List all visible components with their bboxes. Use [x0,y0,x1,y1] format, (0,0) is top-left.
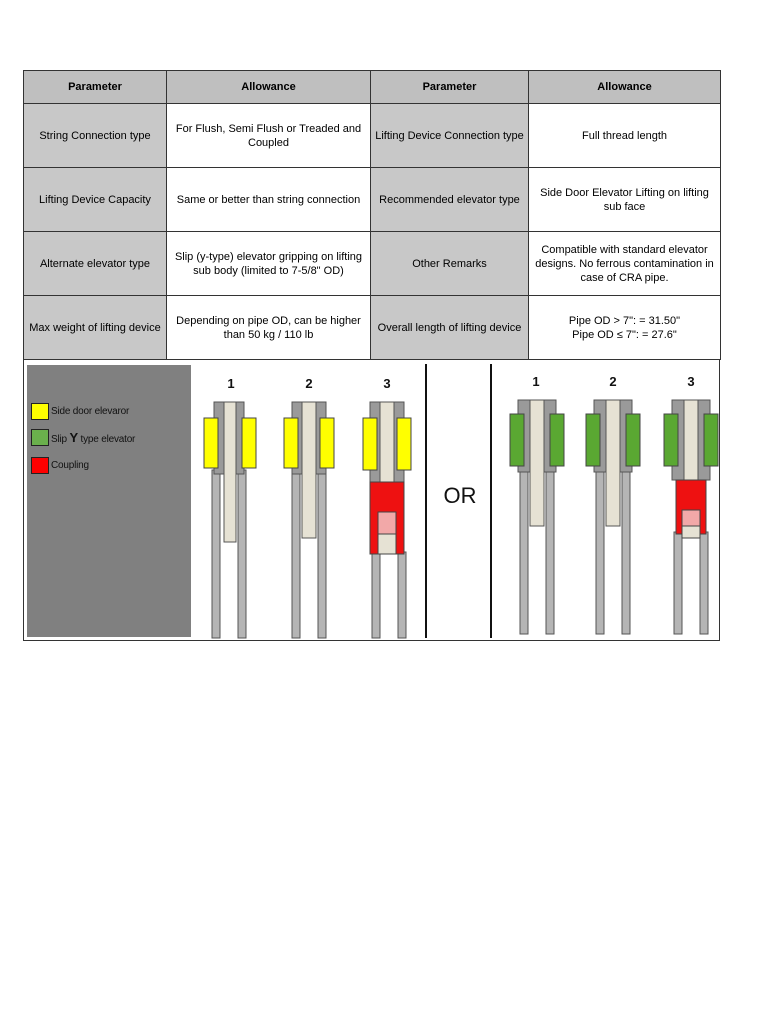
allowance-cell: Compatible with standard elevator designs. No ferrous contamination in case of CRA pipe. [529,232,721,296]
header-parameter-2: Parameter [371,71,529,104]
allowance-cell: For Flush, Semi Flush or Treaded and Coupled [167,104,371,168]
allowance-cell [529,296,721,360]
slip-device-1 [510,400,564,634]
length-line-large-od: Pipe OD > 7": = 31.50" [568,314,681,327]
allowance-cell: Depending on pipe OD, can be higher than 50 kg / 110 lb [167,296,371,360]
allowance-cell: Same or better than string connection [167,168,371,232]
legend-item-coupling [31,455,89,475]
left-number-1: 1 [227,376,235,391]
parameters-table [23,70,721,360]
legend-label: Slip Y type elevator [51,429,136,445]
param-cell: Other Remarks [371,232,529,296]
right-number-1: 1 [532,374,540,389]
table-row [24,104,721,168]
header-allowance-1: Allowance [167,71,371,104]
elevator-figure [192,362,721,642]
left-number-3: 3 [383,376,391,391]
side-door-device-2 [284,402,334,638]
table-header-row [24,71,721,104]
legend-item-slip-y [31,427,135,447]
header-allowance-2: Allowance [529,71,721,104]
param-cell: Max weight of lifting device [24,296,167,360]
slip-device-2 [586,400,640,634]
param-cell: Lifting Device Capacity [24,168,167,232]
allowance-cell: Side Door Elevator Lifting on lifting sub face [529,168,721,232]
param-cell: Lifting Device Connection type [371,104,529,168]
right-number-2: 2 [609,374,617,389]
legend-label: Side door elevaror [51,405,130,417]
elevator-diagram [24,362,721,642]
yellow-swatch [31,403,49,420]
length-line-small-od: Pipe OD ≤ 7": = 27.6" [572,328,677,341]
red-swatch [31,457,49,474]
green-swatch [31,429,49,446]
side-door-device-1 [204,402,256,638]
table-row [24,168,721,232]
table-row [24,232,721,296]
side-door-device-3 [363,402,411,638]
table-row [24,296,721,360]
param-cell: Alternate elevator type [24,232,167,296]
allowance-cell: Slip (y-type) elevator gripping on lifting sub body (limited to 7-5/8" OD) [167,232,371,296]
header-parameter-1: Parameter [24,71,167,104]
legend-panel [27,365,191,637]
legend-item-side-door [31,401,129,421]
left-number-2: 2 [305,376,313,391]
allowance-cell: Full thread length [529,104,721,168]
slip-device-3 [664,400,718,634]
right-number-3: 3 [687,374,695,389]
param-cell: Overall length of lifting device [371,296,529,360]
param-cell: String Connection type [24,104,167,168]
param-cell: Recommended elevator type [371,168,529,232]
legend-label: Coupling [51,459,89,471]
or-text: OR [443,483,477,508]
parameters-document [23,70,720,641]
